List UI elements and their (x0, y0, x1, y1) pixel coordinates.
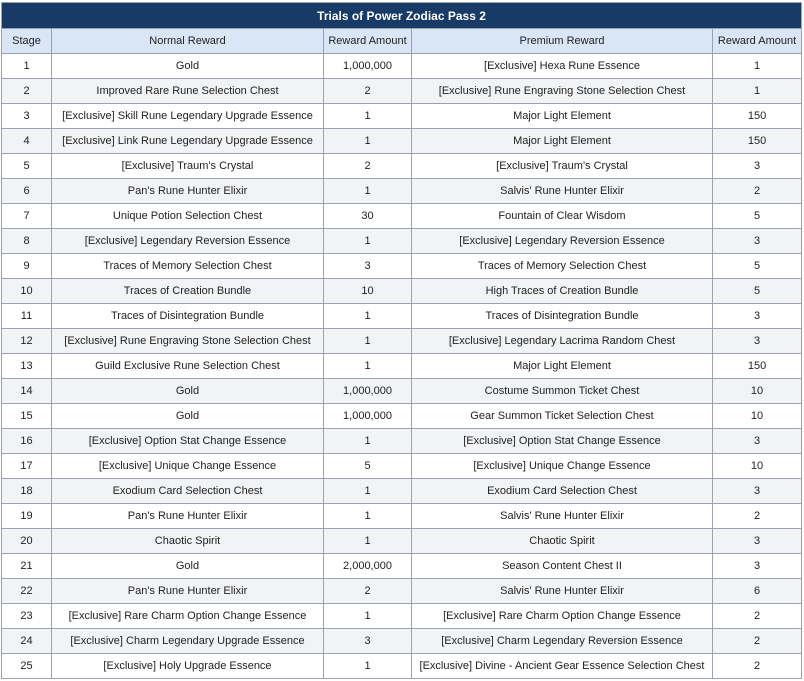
premium-reward-cell: Traces of Memory Selection Chest (412, 254, 713, 279)
normal-reward-cell: Gold (52, 554, 324, 579)
premium-reward-cell: Salvis' Rune Hunter Elixir (412, 579, 713, 604)
stage-cell: 21 (2, 554, 52, 579)
normal-amount-cell: 1 (324, 329, 412, 354)
premium-reward-cell: Salvis' Rune Hunter Elixir (412, 179, 713, 204)
premium-amount-cell: 10 (713, 404, 802, 429)
table-row (2, 104, 802, 129)
header-normal-amount: Reward Amount (324, 29, 412, 54)
premium-reward-cell: Exodium Card Selection Chest (412, 479, 713, 504)
stage-cell: 4 (2, 129, 52, 154)
table-title: Trials of Power Zodiac Pass 2 (2, 3, 802, 29)
normal-reward-cell: Gold (52, 379, 324, 404)
table-body (2, 54, 802, 679)
header-stage: Stage (2, 29, 52, 54)
normal-reward-cell: Pan's Rune Hunter Elixir (52, 179, 324, 204)
premium-amount-cell: 3 (713, 304, 802, 329)
premium-amount-cell: 3 (713, 429, 802, 454)
premium-reward-cell: Chaotic Spirit (412, 529, 713, 554)
stage-cell: 13 (2, 354, 52, 379)
normal-reward-cell: [Exclusive] Skill Rune Legendary Upgrade Essence (52, 104, 324, 129)
stage-cell: 9 (2, 254, 52, 279)
premium-amount-cell: 150 (713, 129, 802, 154)
normal-reward-cell: [Exclusive] Holy Upgrade Essence (52, 654, 324, 679)
normal-reward-cell: Pan's Rune Hunter Elixir (52, 504, 324, 529)
table-row (2, 54, 802, 79)
premium-reward-cell: Salvis' Rune Hunter Elixir (412, 504, 713, 529)
stage-cell: 8 (2, 229, 52, 254)
header-normal-reward: Normal Reward (52, 29, 324, 54)
stage-cell: 17 (2, 454, 52, 479)
normal-reward-cell: Pan's Rune Hunter Elixir (52, 579, 324, 604)
normal-reward-cell: [Exclusive] Charm Legendary Upgrade Essence (52, 629, 324, 654)
table-row (2, 554, 802, 579)
normal-amount-cell: 1 (324, 429, 412, 454)
normal-reward-cell: [Exclusive] Legendary Reversion Essence (52, 229, 324, 254)
normal-amount-cell: 1 (324, 529, 412, 554)
premium-reward-cell: [Exclusive] Divine - Ancient Gear Essence Selection Chest (412, 654, 713, 679)
header-premium-reward: Premium Reward (412, 29, 713, 54)
premium-amount-cell: 2 (713, 654, 802, 679)
table-row (2, 79, 802, 104)
normal-reward-cell: [Exclusive] Rune Engraving Stone Selection Chest (52, 329, 324, 354)
table-row (2, 204, 802, 229)
premium-amount-cell: 2 (713, 504, 802, 529)
premium-reward-cell: [Exclusive] Rare Charm Option Change Essence (412, 604, 713, 629)
premium-reward-cell: Traces of Disintegration Bundle (412, 304, 713, 329)
table-row (2, 429, 802, 454)
premium-reward-cell: Season Content Chest II (412, 554, 713, 579)
normal-amount-cell: 1 (324, 229, 412, 254)
normal-reward-cell: Traces of Memory Selection Chest (52, 254, 324, 279)
table-row (2, 454, 802, 479)
table-row (2, 479, 802, 504)
premium-amount-cell: 2 (713, 179, 802, 204)
stage-cell: 23 (2, 604, 52, 629)
table-header-row (2, 29, 802, 54)
premium-amount-cell: 10 (713, 379, 802, 404)
stage-cell: 3 (2, 104, 52, 129)
normal-amount-cell: 5 (324, 454, 412, 479)
normal-reward-cell: Guild Exclusive Rune Selection Chest (52, 354, 324, 379)
table-row (2, 354, 802, 379)
normal-reward-cell: [Exclusive] Traum's Crystal (52, 154, 324, 179)
normal-amount-cell: 1 (324, 304, 412, 329)
reward-table-container (1, 2, 801, 679)
table-row (2, 629, 802, 654)
table-title-row (2, 3, 802, 29)
premium-amount-cell: 5 (713, 204, 802, 229)
premium-amount-cell: 3 (713, 329, 802, 354)
premium-amount-cell: 1 (713, 79, 802, 104)
premium-amount-cell: 6 (713, 579, 802, 604)
normal-amount-cell: 30 (324, 204, 412, 229)
stage-cell: 12 (2, 329, 52, 354)
normal-amount-cell: 1 (324, 479, 412, 504)
normal-amount-cell: 1 (324, 179, 412, 204)
premium-reward-cell: [Exclusive] Legendary Reversion Essence (412, 229, 713, 254)
normal-reward-cell: [Exclusive] Link Rune Legendary Upgrade Essence (52, 129, 324, 154)
normal-amount-cell: 2 (324, 579, 412, 604)
normal-reward-cell: Exodium Card Selection Chest (52, 479, 324, 504)
table-row (2, 179, 802, 204)
normal-amount-cell: 2 (324, 154, 412, 179)
stage-cell: 10 (2, 279, 52, 304)
table-row (2, 404, 802, 429)
table-row (2, 304, 802, 329)
stage-cell: 19 (2, 504, 52, 529)
stage-cell: 18 (2, 479, 52, 504)
table-row (2, 129, 802, 154)
premium-amount-cell: 3 (713, 554, 802, 579)
table-row (2, 229, 802, 254)
premium-amount-cell: 1 (713, 54, 802, 79)
table-row (2, 254, 802, 279)
normal-reward-cell: Chaotic Spirit (52, 529, 324, 554)
normal-amount-cell: 10 (324, 279, 412, 304)
table-row (2, 279, 802, 304)
premium-amount-cell: 5 (713, 279, 802, 304)
normal-amount-cell: 1,000,000 (324, 54, 412, 79)
stage-cell: 7 (2, 204, 52, 229)
stage-cell: 25 (2, 654, 52, 679)
premium-reward-cell: Costume Summon Ticket Chest (412, 379, 713, 404)
normal-amount-cell: 1 (324, 129, 412, 154)
stage-cell: 15 (2, 404, 52, 429)
reward-table (1, 2, 802, 679)
premium-reward-cell: High Traces of Creation Bundle (412, 279, 713, 304)
premium-amount-cell: 2 (713, 629, 802, 654)
normal-amount-cell: 1 (324, 104, 412, 129)
stage-cell: 16 (2, 429, 52, 454)
premium-amount-cell: 10 (713, 454, 802, 479)
normal-amount-cell: 2 (324, 79, 412, 104)
stage-cell: 2 (2, 79, 52, 104)
stage-cell: 5 (2, 154, 52, 179)
normal-reward-cell: [Exclusive] Option Stat Change Essence (52, 429, 324, 454)
stage-cell: 6 (2, 179, 52, 204)
premium-amount-cell: 5 (713, 254, 802, 279)
table-row (2, 604, 802, 629)
table-row (2, 579, 802, 604)
premium-amount-cell: 3 (713, 229, 802, 254)
premium-reward-cell: [Exclusive] Rune Engraving Stone Selection Chest (412, 79, 713, 104)
premium-reward-cell: Gear Summon Ticket Selection Chest (412, 404, 713, 429)
normal-reward-cell: Traces of Creation Bundle (52, 279, 324, 304)
premium-reward-cell: [Exclusive] Unique Change Essence (412, 454, 713, 479)
stage-cell: 1 (2, 54, 52, 79)
header-premium-amount: Reward Amount (713, 29, 802, 54)
premium-amount-cell: 150 (713, 354, 802, 379)
normal-reward-cell: [Exclusive] Unique Change Essence (52, 454, 324, 479)
table-row (2, 329, 802, 354)
normal-amount-cell: 1 (324, 604, 412, 629)
premium-reward-cell: [Exclusive] Option Stat Change Essence (412, 429, 713, 454)
stage-cell: 11 (2, 304, 52, 329)
normal-reward-cell: Traces of Disintegration Bundle (52, 304, 324, 329)
normal-amount-cell: 1,000,000 (324, 379, 412, 404)
premium-reward-cell: Major Light Element (412, 104, 713, 129)
stage-cell: 14 (2, 379, 52, 404)
normal-amount-cell: 1 (324, 654, 412, 679)
normal-amount-cell: 1 (324, 504, 412, 529)
premium-amount-cell: 3 (713, 154, 802, 179)
normal-reward-cell: Improved Rare Rune Selection Chest (52, 79, 324, 104)
premium-reward-cell: [Exclusive] Legendary Lacrima Random Chest (412, 329, 713, 354)
premium-amount-cell: 2 (713, 604, 802, 629)
normal-reward-cell: [Exclusive] Rare Charm Option Change Essence (52, 604, 324, 629)
premium-reward-cell: Major Light Element (412, 129, 713, 154)
normal-amount-cell: 1 (324, 354, 412, 379)
premium-reward-cell: [Exclusive] Hexa Rune Essence (412, 54, 713, 79)
stage-cell: 22 (2, 579, 52, 604)
normal-amount-cell: 3 (324, 254, 412, 279)
premium-reward-cell: Major Light Element (412, 354, 713, 379)
normal-amount-cell: 3 (324, 629, 412, 654)
normal-reward-cell: Gold (52, 404, 324, 429)
table-row (2, 154, 802, 179)
normal-amount-cell: 1,000,000 (324, 404, 412, 429)
premium-amount-cell: 150 (713, 104, 802, 129)
stage-cell: 24 (2, 629, 52, 654)
table-row (2, 504, 802, 529)
normal-amount-cell: 2,000,000 (324, 554, 412, 579)
table-row (2, 379, 802, 404)
table-row (2, 654, 802, 679)
premium-amount-cell: 3 (713, 529, 802, 554)
premium-reward-cell: [Exclusive] Traum's Crystal (412, 154, 713, 179)
premium-amount-cell: 3 (713, 479, 802, 504)
premium-reward-cell: Fountain of Clear Wisdom (412, 204, 713, 229)
stage-cell: 20 (2, 529, 52, 554)
table-row (2, 529, 802, 554)
normal-reward-cell: Gold (52, 54, 324, 79)
premium-reward-cell: [Exclusive] Charm Legendary Reversion Essence (412, 629, 713, 654)
normal-reward-cell: Unique Potion Selection Chest (52, 204, 324, 229)
